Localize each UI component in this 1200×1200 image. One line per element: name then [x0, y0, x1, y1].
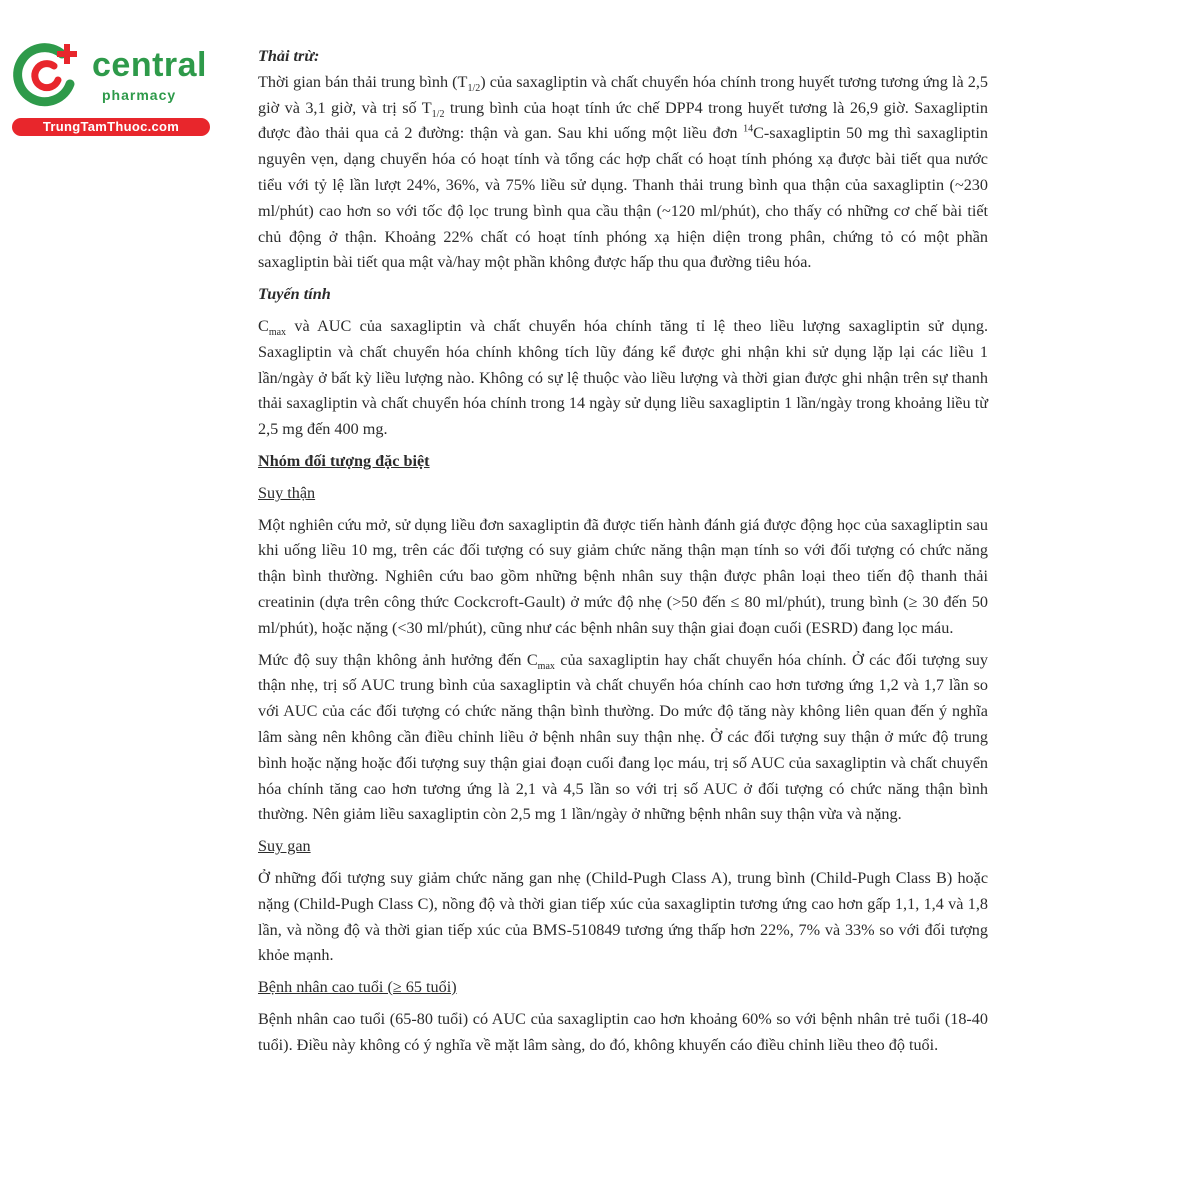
elimination-text-2: ) của saxagliptin và chất chuyển hóa chính trong huyết tương tương ứng là 2,5 giờ và 3,1 giờ, và trị số T: [258, 72, 988, 117]
elimination-text-4: C-saxagliptin 50 mg thì saxagliptin nguyên vẹn, dạng chuyển hóa có hoạt tính và tổng các hợp chất có hoạt tính phóng xạ được bài tiết qua nước tiểu với tỷ lệ lần lượt 24%, 36%, và 75% liều sử dụng. Thanh thải trung bình qua thận của saxagliptin (~230 ml/phút) cao hơn so với tốc độ lọc trung bình qua cầu thận (~120 ml/phút), cho thấy có những cơ chế bài tiết chủ động ở thận. Khoảng 22% chất có hoạt tính phóng xạ hiện diện trong phân, chứng tỏ có một phần saxagliptin bài tiết qua mật và/hay một phần không được hấp thu qua đường tiêu hóa.: [258, 124, 989, 272]
isotope-superscript: 14: [743, 124, 754, 135]
pharmacy-cross-icon: [12, 38, 84, 110]
renal-paragraph-1: Một nghiên cứu mở, sử dụng liều đơn saxagliptin đã được tiến hành đánh giá được động học của saxagliptin sau khi uống liều 10 mg, trên các đối tượng có suy giảm chức năng thận mạn tính so với đối tượng có chức năng thận bình thường. Nghiên cứu bao gồm những bệnh nhân suy thận được phân loại theo tiến độ thanh thải creatinin (dựa trên công thức Cockcroft-Gault) ở mức độ nhẹ (>50 đến ≤ 80 ml/phút), trung bình (≥ 30 đến 50 ml/phút), hoặc nặng (<30 ml/phút), cũng như các bệnh nhân suy thận giai đoạn cuối (ESRD) đang lọc máu.: [258, 515, 988, 637]
brand-name: central: [92, 46, 207, 84]
elimination-paragraph: [258, 70, 988, 276]
special-populations-heading: Nhóm đối tượng đặc biệt: [258, 451, 430, 470]
elimination-text-3: trung bình của hoạt tính ức chế DPP4 trong huyết tương là 26,9 giờ. Saxagliptin được đào thải qua cả 2 đường: thận và gan. Sau khi uống một liều đơn: [258, 98, 988, 143]
elimination-heading: Thải trừ:: [258, 47, 320, 65]
elderly-paragraph: Bệnh nhân cao tuổi (65-80 tuổi) có AUC của saxagliptin cao hơn khoảng 60% so với bệnh nhân trẻ tuổi (18-40 tuổi). Điều này không có ý nghĩa về mặt lâm sàng, do đó, không khuyến cáo điều chỉnh liều theo độ tuổi.: [258, 1009, 988, 1054]
linearity-paragraph: [258, 314, 988, 443]
renal-heading: Suy thận: [258, 483, 316, 502]
cmax-subscript-2: max: [537, 660, 555, 672]
renal-text-2a: Mức độ suy thận không ảnh hưởng đến C: [258, 650, 538, 669]
renal-paragraph-2: [258, 648, 988, 829]
t-half-subscript-2: 1/2: [431, 108, 445, 120]
elderly-heading: Bệnh nhân cao tuổi (≥ 65 tuổi): [258, 978, 457, 997]
cmax-c: C: [258, 316, 269, 335]
brand-website[interactable]: TrungTamThuoc.com: [12, 118, 210, 136]
central-pharmacy-logo[interactable]: [12, 38, 212, 138]
cmax-subscript: max: [268, 327, 287, 339]
document-body: [258, 42, 988, 1058]
hepatic-paragraph: Ở những đối tượng suy giảm chức năng gan nhẹ (Child-Pugh Class A), trung bình (Child-Pugh Class B) hoặc nặng (Child-Pugh Class C), nồng độ và thời gian tiếp xúc của saxagliptin tương ứng cao hơn gấp 1,1, 1,4 và 1,8 lần, và nồng độ và thời gian tiếp xúc của BMS-510849 tương ứng thấp hơn 22%, 7% và 33% so với đối tượng khỏe mạnh.: [258, 868, 988, 965]
hepatic-heading: Suy gan: [258, 837, 311, 856]
renal-text-2b: của saxagliptin hay chất chuyển hóa chính. Ở các đối tượng suy thận nhẹ, trị số AUC trung bình của saxagliptin và chất chuyển hóa chính cao hơn tương ứng 1,2 và 1,7 lần so với AUC của các đối tượng có chức năng thận bình thường. Do mức độ tăng này không liên quan đến ý nghĩa lâm sàng nên không cần điều chỉnh liều ở bệnh nhân suy thận nhẹ. Ở các đối tượng suy thận ở mức độ trung bình hoặc nặng hoặc đối tượng suy thận giai đoạn cuối đang lọc máu, trị số AUC của saxagliptin và chất chuyển hóa chính tăng cao hơn tương ứng là 2,1 và 4,5 lần so với trị số AUC ở đối tượng có chức năng thận bình thường. Nên giảm liều saxagliptin còn 2,5 mg 1 lần/ngày ở những bệnh nhân suy thận vừa và nặng.: [258, 650, 988, 824]
brand-subtitle: pharmacy: [102, 87, 177, 103]
linearity-heading: Tuyến tính: [258, 285, 331, 304]
t-half-subscript-1: 1/2: [467, 83, 481, 95]
elimination-text-1: Thời gian bán thải trung bình (T: [258, 72, 468, 91]
linearity-text: và AUC của saxagliptin và chất chuyển hóa chính tăng tỉ lệ theo liều lượng saxagliptin sử dụng. Saxagliptin và chất chuyển hóa chính không tích lũy đáng kể được ghi nhận khi sử dụng lặp lại các liều 1 lần/ngày ở bất kỳ liều lượng nào. Không có sự lệ thuộc vào liều lượng và thời gian được ghi nhận trên sự thanh thải saxagliptin và chất chuyển hóa chính trong 14 ngày sử dụng liều saxagliptin 1 lần/ngày trong khoảng liều từ 2,5 mg đến 400 mg.: [258, 316, 988, 439]
